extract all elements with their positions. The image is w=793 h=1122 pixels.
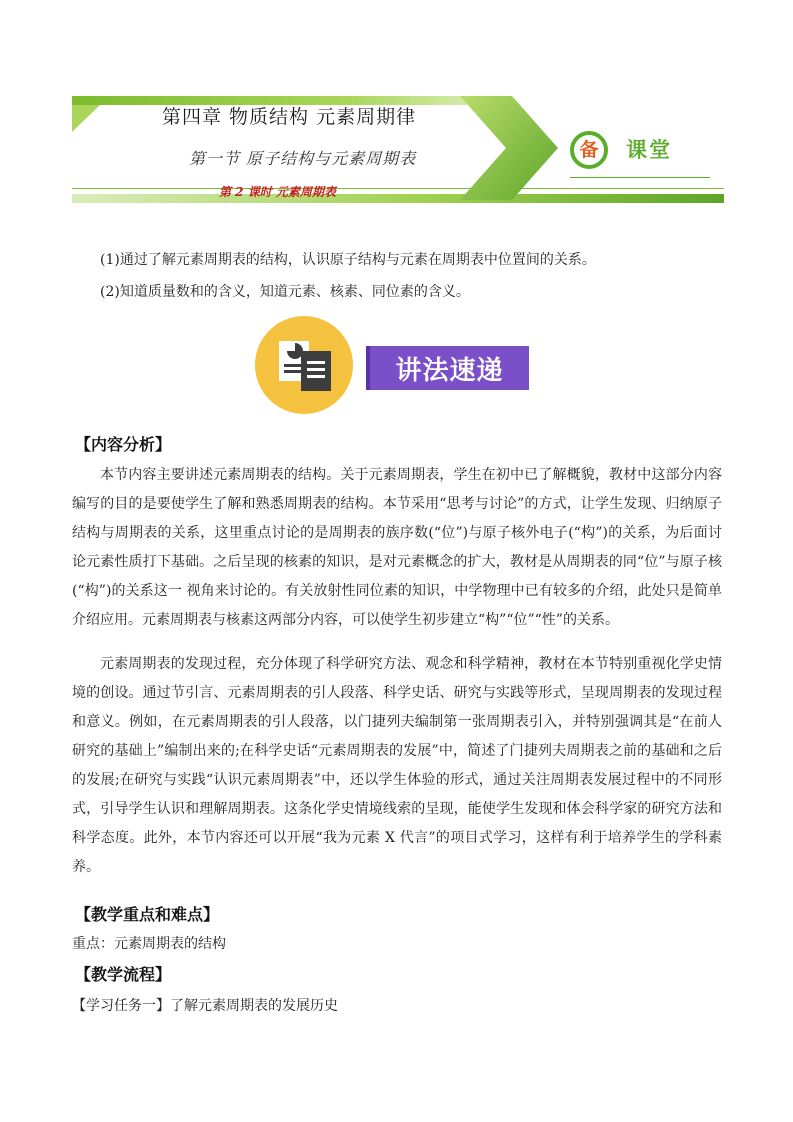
objective-item: (1)通过了解元素周期表的结构，认识原子结构与元素在周期表中位置间的关系。: [100, 252, 596, 268]
banner-label: 讲法速递: [395, 356, 504, 386]
header-corner-triangle: [72, 105, 100, 132]
content-analysis-heading: 【内容分析】: [75, 435, 172, 454]
header-bottom-bar: [72, 194, 724, 203]
content-paragraph: 本节内容主要讲述元素周期表的结构。关于元素周期表，学生在初中已了解概貌，教材中这部分内容编写的目的是要使学生了解和熟悉周期表的结构。本节采用“思考与讨论”的方式，让学生发现、归纳原子结构与周期表的关系，这里重点讨论的是周期表的族序数(“位”)与原子核外电子(“构”)的关系，为后面讨论元素性质打下基础。之后呈现的核素的知识，是对元素概念的扩大，教材是从周期表的同“位”与原子核(“构”)的关系这一 视角来讨论的。有关放射性同位素的知识，中学物理中已有较多的介绍，此处只是简单介绍应用。元素周期表与核素这两部分内容，可以使学生初步建立“构”“位”“性”的关系。: [72, 467, 722, 628]
document-icon: [275, 339, 337, 393]
banner-label-box: [366, 346, 529, 390]
badge-text: 课堂: [626, 137, 672, 162]
key-points-heading: 【教学重点和难点】: [75, 905, 220, 924]
badge-underline: [570, 177, 710, 178]
objective-item: (2)知道质量数和的含义，知道元素、核素、同位素的含义。: [100, 284, 470, 300]
page-header: [72, 94, 724, 206]
section-title: 第一节 原子结构与元素周期表: [189, 149, 417, 168]
learning-task-one: 【学习任务一】了解元素周期表的发展历史: [72, 998, 338, 1014]
learning-objectives: [100, 244, 596, 308]
content-paragraph: 元素周期表的发现过程，充分体现了科学研究方法、观念和科学精神，教材在本节特别重视化学史情境的创设。通过节引言、元素周期表的引人段落、科学史话、研究与实践等形式，呈现周期表的发现过程和意义。例如，在元素周期表的引人段落，以门捷列夫编制第一张周期表引入，并特别强调其是“在前人研究的基础上”编制出来的;在科学史话“元素周期表的发展”中，简述了门捷列夫周期表之前的基础和之后的发展;在研究与实践“认识元素周期表”中，还以学生体验的形式，通过关注周期表发展过程中的不同形式，引导学生认识和理解周期表。这条化学史情境线索的呈现，能使学生发现和体会科学家的研究方法和科学态度。此外，本节内容还可以开展“我为元素 X 代言”的项目式学习，这样有利于培养学生的学科素养。: [72, 656, 722, 875]
chapter-title: 第四章 物质结构 元素周期律: [162, 106, 417, 128]
chevron-arrow-icon: [452, 94, 562, 206]
key-points-text: 重点：元素周期表的结构: [72, 936, 226, 952]
badge-circle: 备: [570, 131, 608, 169]
teaching-process-heading: 【教学流程】: [75, 965, 172, 984]
lesson-title: 第 2 课时 元素周期表: [219, 185, 336, 199]
section-banner: [253, 311, 533, 417]
header-rule: [72, 188, 724, 189]
